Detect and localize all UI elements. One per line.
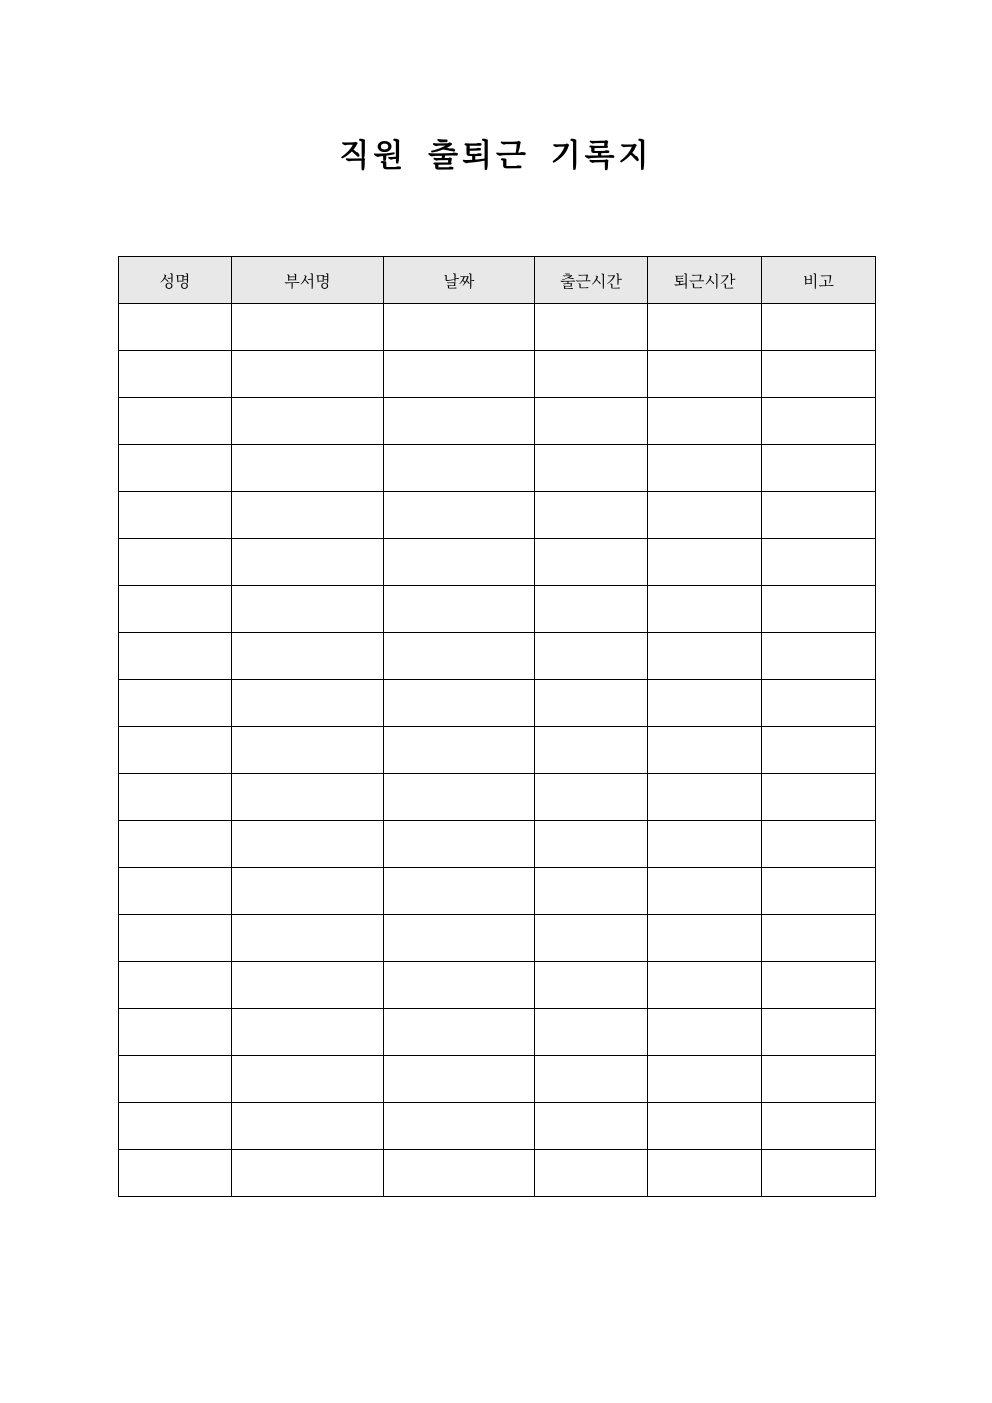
date-cell[interactable]	[384, 680, 535, 727]
clock-out-cell[interactable]	[648, 586, 762, 633]
name-cell[interactable]	[119, 821, 232, 868]
clock-in-cell[interactable]	[535, 586, 648, 633]
clock-in-cell[interactable]	[535, 351, 648, 398]
clock-in-cell[interactable]	[535, 1009, 648, 1056]
remarks-cell[interactable]	[762, 633, 876, 680]
remarks-cell[interactable]	[762, 774, 876, 821]
table-row	[119, 304, 876, 351]
department-cell[interactable]	[232, 821, 384, 868]
department-cell[interactable]	[232, 445, 384, 492]
name-cell[interactable]	[119, 492, 232, 539]
date-cell[interactable]	[384, 398, 535, 445]
name-cell[interactable]	[119, 727, 232, 774]
name-cell[interactable]	[119, 633, 232, 680]
remarks-cell[interactable]	[762, 398, 876, 445]
date-cell[interactable]	[384, 915, 535, 962]
clock-out-cell[interactable]	[648, 1009, 762, 1056]
table-row	[119, 539, 876, 586]
header-row	[119, 257, 876, 304]
date-cell[interactable]	[384, 304, 535, 351]
clock-in-cell[interactable]	[535, 774, 648, 821]
clock-out-cell[interactable]	[648, 1150, 762, 1197]
clock-out-cell[interactable]	[648, 445, 762, 492]
remarks-cell[interactable]	[762, 962, 876, 1009]
clock-in-cell[interactable]	[535, 633, 648, 680]
table-row	[119, 586, 876, 633]
name-cell[interactable]	[119, 1056, 232, 1103]
table-row	[119, 680, 876, 727]
page-title: 직원 출퇴근 기록지	[339, 138, 653, 174]
name-cell[interactable]	[119, 1150, 232, 1197]
table-row	[119, 1103, 876, 1150]
date-cell[interactable]	[384, 962, 535, 1009]
name-cell[interactable]	[119, 680, 232, 727]
clock-in-cell[interactable]	[535, 445, 648, 492]
clock-in-cell[interactable]	[535, 539, 648, 586]
department-cell[interactable]	[232, 727, 384, 774]
department-cell[interactable]	[232, 868, 384, 915]
name-cell[interactable]	[119, 915, 232, 962]
clock-out-cell[interactable]	[648, 680, 762, 727]
remarks-cell[interactable]	[762, 1150, 876, 1197]
remarks-cell[interactable]	[762, 304, 876, 351]
clock-in-cell[interactable]	[535, 1150, 648, 1197]
date-cell[interactable]	[384, 492, 535, 539]
name-cell[interactable]	[119, 586, 232, 633]
clock-out-cell[interactable]	[648, 821, 762, 868]
table-row	[119, 962, 876, 1009]
department-cell[interactable]	[232, 1150, 384, 1197]
clock-out-cell[interactable]	[648, 304, 762, 351]
date-cell[interactable]	[384, 445, 535, 492]
clock-out-cell[interactable]	[648, 398, 762, 445]
name-cell[interactable]	[119, 539, 232, 586]
clock-out-cell[interactable]	[648, 868, 762, 915]
name-cell[interactable]	[119, 962, 232, 1009]
department-cell[interactable]	[232, 398, 384, 445]
department-cell[interactable]	[232, 962, 384, 1009]
column-header-remarks: 비고	[762, 257, 876, 304]
clock-in-cell[interactable]	[535, 304, 648, 351]
name-cell[interactable]	[119, 774, 232, 821]
department-cell[interactable]	[232, 351, 384, 398]
remarks-cell[interactable]	[762, 1056, 876, 1103]
table-row	[119, 492, 876, 539]
table-row	[119, 1150, 876, 1197]
clock-out-cell[interactable]	[648, 915, 762, 962]
date-cell[interactable]	[384, 727, 535, 774]
date-cell[interactable]	[384, 633, 535, 680]
date-cell[interactable]	[384, 1056, 535, 1103]
department-cell[interactable]	[232, 586, 384, 633]
column-header-department: 부서명	[232, 257, 384, 304]
clock-out-cell[interactable]	[648, 727, 762, 774]
remarks-cell[interactable]	[762, 727, 876, 774]
clock-out-cell[interactable]	[648, 1103, 762, 1150]
remarks-cell[interactable]	[762, 445, 876, 492]
date-cell[interactable]	[384, 1103, 535, 1150]
remarks-cell[interactable]	[762, 680, 876, 727]
clock-in-cell[interactable]	[535, 821, 648, 868]
clock-out-cell[interactable]	[648, 492, 762, 539]
department-cell[interactable]	[232, 633, 384, 680]
department-cell[interactable]	[232, 304, 384, 351]
remarks-cell[interactable]	[762, 586, 876, 633]
remarks-cell[interactable]	[762, 821, 876, 868]
clock-in-cell[interactable]	[535, 680, 648, 727]
remarks-cell[interactable]	[762, 915, 876, 962]
table-row	[119, 727, 876, 774]
name-cell[interactable]	[119, 868, 232, 915]
attendance-table	[118, 256, 876, 1197]
remarks-cell[interactable]	[762, 492, 876, 539]
clock-in-cell[interactable]	[535, 1056, 648, 1103]
date-cell[interactable]	[384, 774, 535, 821]
remarks-cell[interactable]	[762, 539, 876, 586]
department-cell[interactable]	[232, 1056, 384, 1103]
date-cell[interactable]	[384, 1150, 535, 1197]
department-cell[interactable]	[232, 539, 384, 586]
department-cell[interactable]	[232, 680, 384, 727]
clock-in-cell[interactable]	[535, 727, 648, 774]
date-cell[interactable]	[384, 351, 535, 398]
department-cell[interactable]	[232, 492, 384, 539]
table-row	[119, 868, 876, 915]
table-row	[119, 398, 876, 445]
table-row	[119, 774, 876, 821]
column-header-name: 성명	[119, 257, 232, 304]
clock-in-cell[interactable]	[535, 962, 648, 1009]
name-cell[interactable]	[119, 445, 232, 492]
clock-out-cell[interactable]	[648, 774, 762, 821]
remarks-cell[interactable]	[762, 351, 876, 398]
clock-out-cell[interactable]	[648, 539, 762, 586]
clock-out-cell[interactable]	[648, 351, 762, 398]
remarks-cell[interactable]	[762, 868, 876, 915]
table-row	[119, 1056, 876, 1103]
name-cell[interactable]	[119, 398, 232, 445]
date-cell[interactable]	[384, 821, 535, 868]
clock-in-cell[interactable]	[535, 492, 648, 539]
name-cell[interactable]	[119, 304, 232, 351]
table-row	[119, 1009, 876, 1056]
date-cell[interactable]	[384, 868, 535, 915]
clock-in-cell[interactable]	[535, 915, 648, 962]
name-cell[interactable]	[119, 1009, 232, 1056]
table-row	[119, 915, 876, 962]
column-header-clock-out: 퇴근시간	[648, 257, 762, 304]
date-cell[interactable]	[384, 1009, 535, 1056]
table-row	[119, 821, 876, 868]
table-row	[119, 445, 876, 492]
remarks-cell[interactable]	[762, 1103, 876, 1150]
column-header-date: 날짜	[384, 257, 535, 304]
name-cell[interactable]	[119, 351, 232, 398]
clock-in-cell[interactable]	[535, 398, 648, 445]
clock-out-cell[interactable]	[648, 633, 762, 680]
clock-in-cell[interactable]	[535, 1103, 648, 1150]
name-cell[interactable]	[119, 1103, 232, 1150]
clock-out-cell[interactable]	[648, 1056, 762, 1103]
department-cell[interactable]	[232, 1103, 384, 1150]
clock-in-cell[interactable]	[535, 868, 648, 915]
table-body	[119, 304, 876, 1197]
department-cell[interactable]	[232, 1009, 384, 1056]
remarks-cell[interactable]	[762, 1009, 876, 1056]
date-cell[interactable]	[384, 586, 535, 633]
clock-out-cell[interactable]	[648, 962, 762, 1009]
table-row	[119, 351, 876, 398]
table-row	[119, 633, 876, 680]
department-cell[interactable]	[232, 915, 384, 962]
department-cell[interactable]	[232, 774, 384, 821]
column-header-clock-in: 출근시간	[535, 257, 648, 304]
date-cell[interactable]	[384, 539, 535, 586]
